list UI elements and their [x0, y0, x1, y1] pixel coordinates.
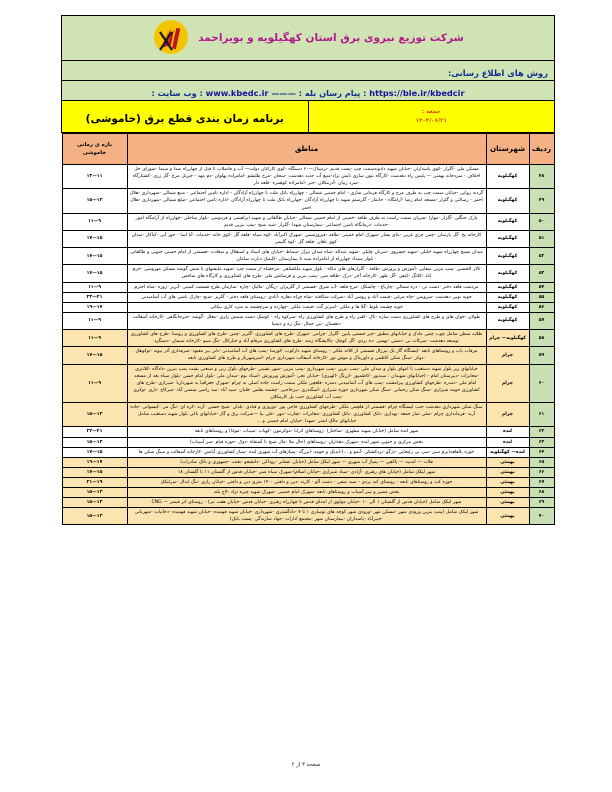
website-label: وب سایت : — [151, 88, 197, 98]
cell-city: کهگیلویه — [486, 248, 529, 265]
cell-time: ۱۵—۱۷ — [62, 230, 127, 247]
table-row — [62, 403, 554, 427]
cell-time: ۲۱—۲۳ — [62, 292, 127, 302]
table-row — [62, 265, 554, 282]
cell-time: ۱۳—۱۵ — [62, 189, 127, 213]
cell-city: کهگیلویه — [486, 230, 529, 247]
cell-areas: طولان -خوان های و طرح های کشاورزی دشت سازه -تاک -کفیر راه و طرح های کشاورزی راه -سرکوه راه - کوشک دشت شمس زلزی -معلل -گوشه -جیرجانگاهی -کارخانه آسفالت -دهستان -بین جمال -تنگ زه و دشتیا — [127, 312, 486, 329]
cell-time: ۱۵—۱۷ — [62, 347, 127, 364]
cell-areas: بخش مصیر و سر آسیاب و روستاهای تابعه -شهرک امام خمینی -شهرک شهید چیره نژاد -لاچ بلند — [127, 488, 486, 498]
cell-city: کهگیلویه — [486, 282, 529, 292]
cell-time: ۹—۱۱ — [62, 213, 127, 230]
cell-areas: مسکن ملی -گلزار -کوی پاسداران -خیابان شهید دادوندسمت چپ -پست قدیم -ترمینال—۶۰ دستگاه -کوی کارکنان دولت— آب و فاضلاب تا قبل از چهارراه صدا و سیما -شورای حل اختلاف - سردخانه بهمنی — پلیس راه دهدشت -کارگاه بتون سازی تابش نژاد-منبع آب جدید دهدشت -سجان -مرخ طلبشو -امامزاده پهلوان -دم مهد - جیرتل مرغ -گل زری -کشتارگاه -سرد ربیان -آدرمکلان -جبر -امامزاده کوهمره -قلعه دار — [127, 165, 486, 189]
cell-city: کهگیلویه — [486, 189, 529, 213]
cell-radif: ۶۹ — [529, 498, 554, 508]
cell-time: ۱۵—۱۷ — [62, 467, 127, 477]
column-header-city: شهرستان — [486, 134, 529, 165]
cell-time: ۲۱—۲۳ — [62, 427, 127, 437]
cell-time: ۱۵—۱۷ — [62, 265, 127, 282]
table-row — [62, 508, 554, 525]
cell-radif: ۵۰ — [529, 213, 554, 230]
cell-areas: شهر لیکک شامل (خیابان قدس از گلستان ۱ الی ۱۰ -خیابان مولوی از ابتدای قدس تا چهارراه رهبری -خیابان قدس -خیابان هفت تیر) - روستای انر قیصر — CNG — [127, 498, 486, 508]
grid-row — [62, 133, 555, 526]
kbedc-lightning-logo — [152, 19, 190, 57]
table-row — [62, 498, 554, 508]
cell-time: ۱۳—۱۵ — [62, 437, 127, 447]
banner-row — [62, 101, 555, 133]
outage-table — [62, 133, 555, 525]
cell-city: چرام — [486, 403, 529, 427]
cell-city: بهمئی — [486, 498, 529, 508]
cell-time: ۱۹—۲۱ — [62, 477, 127, 487]
cell-areas: بخش مرکزی و جنوبی شهر لنده -شهرک دهداران -روستاهای (حال ملا -مال شیخ تا آشتقاه -دوک -حوزه قیام -سر آسیاب) — [127, 437, 486, 447]
page-number: صفحه ۳ از ۴ — [291, 762, 321, 768]
table-row — [62, 427, 554, 437]
cell-time: ۱۳—۱۵ — [62, 498, 127, 508]
cell-city: چرام — [486, 347, 529, 364]
outage-table-body — [62, 165, 554, 525]
cell-radif: ۶۶ — [529, 467, 554, 477]
cell-radif: ۴۸ — [529, 165, 554, 189]
cell-time: ۹—۱۱ — [62, 364, 127, 403]
cell-radif: ۶۴ — [529, 447, 554, 457]
company-header-band — [62, 16, 555, 61]
table-row — [62, 447, 554, 457]
table-header-row — [62, 134, 554, 165]
table-row — [62, 330, 554, 347]
cell-radif: ۵۵ — [529, 292, 554, 302]
column-header-time-line2: خاموشی — [82, 150, 107, 156]
cell-areas: گردنه روانی -خیابان سمت چپ به طرف مرخ و کارگاه فرمانی شاری - امام خمینی شمالی - چهارراه بانک ملت تا چهارراه آزادگان - اداره تامین اجتماعی - منبع شمالی -شهرداری -هلال احمر - رسالتی و گلزار -مسجد امام رضا -آرامگاه - جانماز - گلرستم شهید تا چهارراه آزادگان -جهارراه بانک ملت تا چهارراه آزادگان -اداره تامین اجتماعی -ضلع شمالی -شهرداری -هلال احمر — [127, 189, 486, 213]
cell-city: کهگیلویه — [486, 312, 529, 329]
cell-city: کهگیلویه — [486, 165, 529, 189]
cell-radif: ۶۱ — [529, 403, 554, 427]
cell-areas: خوبه چشمه بلوط -گلا ها و ملکی -امیرتز گت -قیمت ملکی -چهارده و سرچشمه به سرد کاری نیکانی — [127, 302, 486, 312]
table-row — [62, 292, 554, 302]
cell-radif: ۵۲ — [529, 248, 554, 265]
table-row — [62, 282, 554, 292]
banner-title-cell — [62, 101, 309, 133]
cell-radif: ۶۰ — [529, 364, 554, 403]
cell-city: کهگیلویه — [486, 213, 529, 230]
column-header-time — [62, 134, 127, 165]
banner-date-value: ۱۴۰۴/۰۶/۲۱ — [415, 117, 447, 124]
cell-time: ۹—۱۱ — [62, 312, 127, 329]
cell-city: لنده— کهگیلویه — [486, 447, 529, 457]
cell-areas: کارخانه یخ -گل پارسان -چمن چری غربی -بنای بشار -شهرک امام خمینی -طاقه -فیروزشمی -شهرک اکبرآباد -کوه سیاه -قلعه گل -کوی خانه -خدمات -آبا اسا - جور آبی -کیاکار -میدان -کوی بلغان -قلعه گل -کوه گلیمی — [127, 230, 486, 247]
cell-radif: ۵۶ — [529, 302, 554, 312]
cell-time: ۱۵—۱۷ — [62, 248, 127, 265]
cell-radif: ۶۲ — [529, 427, 554, 437]
cell-areas: سنگ شکن شهرداری دهدشت جنب ایستگاه چرام -قسمتی از قلچمی ملکی -طرحهای کشاورزی حاجی پور -نوروزی و قبادی -بلدان -شیخ حسین -آرند -کره ای -تنگ می -کیسوانی -جاده آرند -فرمانداری چرام -صلی نماز جمعه -بهداری -بانک کشاورزی -بانک کشاورزی -مخابرات -تجارت -مهر -علی بیا —شرکت برق و گاز -خیابانهای باکی بلوار شهید دستغیب شامل خیابانهای مالک اشتر -شهدا -خیابان امام خمینی و ... — [127, 403, 486, 427]
cell-time: ۱۱—۱۳ — [62, 165, 127, 189]
cell-city: کهگیلویه— چرام — [486, 330, 529, 347]
cell-radif: ۶۷ — [529, 477, 554, 487]
cell-areas: شهر لیکک شامل (پمپ بنزین ورودی شهر -مسکن مهر -ورودی شهر کوچه های نوسازی ۱ تا ۷ -دادگستری -شهرداری -خیابان شهید فهمیده -خیابان شهید فهمیده -دخانیات -شهربانی -خیبرآباد -پاسداران -بیمارستان شهر -مجتمع ادارات -جهاد سازندگی -پست بانک) — [127, 508, 486, 525]
banner-date-cell — [308, 101, 555, 133]
banner-date-day: جمعه : — [421, 108, 441, 115]
cell-time: ۱۷—۱۹ — [62, 457, 127, 467]
cell-time: ۱۷—۱۹ — [62, 302, 127, 312]
website-url[interactable]: www.kbedc.ir — [205, 88, 269, 98]
grid-cell — [62, 133, 555, 526]
table-row — [62, 312, 554, 329]
document-table — [61, 15, 555, 525]
cell-time: ۹—۱۱ — [62, 330, 127, 347]
cell-radif: ۵۴ — [529, 282, 554, 292]
cell-radif: ۷۰ — [529, 508, 554, 525]
cell-city: بهمئی — [486, 488, 529, 498]
cell-areas: خوبه نوبی دهدشت -سرویس -چاه مرغی -قیمت آباد و روشن آباد -شرکت شکافته -شاه چراه دهاره -آبادی -روستای قلعه دختر - گلریز -شیخ -چارک باشی های آب آشامیدنی — [127, 292, 486, 302]
cell-radif: ۶۳ — [529, 437, 554, 447]
contact-methods-label-cell — [62, 61, 555, 81]
cell-radif: ۵۱ — [529, 230, 554, 247]
cell-time: ۹—۱۱ — [62, 282, 127, 292]
column-header-time-line1: بازه ی زمانی — [77, 141, 112, 148]
column-header-radif: ردیف — [529, 134, 554, 165]
table-row — [62, 213, 554, 230]
header-row — [62, 16, 555, 61]
link-separator: ——— — [271, 88, 296, 98]
cell-areas: تالار الحسین -پمپ بنزین صفایی -آموزش و پرورش -طاقه - گلزارهای های تنکاه - بلوار شهید ملکشاهی -مرخشاه از سمت چپ -شهید ملیشهای تا شش گوشه مسکن مهروسی -خرم اباد -کلانگ -کیفی -گل طهر -کارخانه آجر -درک -طاقه شی -پمپ بنزین و فرسانش ملی -طرح های کشاورزی و کارگاه های شاخص — [127, 265, 486, 282]
cell-city: لنده — [486, 427, 529, 437]
table-row — [62, 488, 554, 498]
cell-radif: ۵۷ — [529, 312, 554, 329]
table-row — [62, 189, 554, 213]
table-row — [62, 165, 554, 189]
table-row — [62, 347, 554, 364]
cell-radif: ۴۹ — [529, 189, 554, 213]
cell-areas: مرقاب یاب و روستاهای تابعه -ایستگاه گاز تک نیرژال قسمتی از کلاته ملکی - روستای شهید دارکوب -کورسا -پمپ های آب آشامیدنی -دلی بیر معبود -سرفداری آذر پیوند -توکوهک -دوکر -سنگ شکن کاظمی و داوریناک و موش نور -کارخانه آسفالت شهرداری چرام -امیرشهرباز و طرح های کشاورزی تابعه — [127, 347, 486, 364]
cell-city: بهمئی — [486, 457, 529, 467]
cell-time: ۱۳—۱۵ — [62, 403, 127, 427]
column-header-areas: مناطق — [127, 134, 486, 165]
info-links-row — [62, 81, 555, 101]
cell-radif: ۵۹ — [529, 347, 554, 364]
table-row — [62, 467, 554, 477]
cell-areas: خیابانهای زیر بلوار شهید دستغیب تا انتهای بلوار و میدان ملی -پمپ بنزین -پمپ شهرداری -پمپ بنزین -شهر نشینی -طرحهای بلوک زنی و صنعتی پشت پمپ بنزین -دادگاه -کلانتری -مخابرات -دبیرستان امام - (خیابانهای شهیدان : سیدپور -کاظمپور -ازرنگ -الهیری) -خیابان نخی -آموزش وپرورش -استاد بوم -میدان ملی -بلوار امام حسن -بلوار سیاه بعد از مسجد امام ملی -دمدره -طرحهای کشاورزی پیرامشت -پمپ های آب آشامیدنی دمدره -قلعچی ملکی سمت راست جاده اصلی به چرام -شهرک جغرافیا به شهرداریا -شیرازی -طرح های کشاورزی حومه شیرازی -سنگ شکن رحمانی -سنگ شکن شهرداری حوزه شیرازی -اسگندری -بیرحاجبی -چشمه بقلس -قلیان -سید آباد -سد راضی شمس آباد -سرکاج -تاری -توکری -پمپ آب کشاورزی جنب پل کارمکلان — [127, 364, 486, 403]
cell-areas: قلات — لندیید — پاکچی — پمپاژ آب شهری — شهر لیکک شامل (خیابان عشایر -روداکی -دانشجو -بعثت -جمهوری و بانک صادرات) — [127, 457, 486, 467]
table-row — [62, 477, 554, 487]
messenger-url[interactable]: https://ble.ir/kbedcir — [369, 88, 465, 98]
table-row — [62, 248, 554, 265]
info-label-row — [62, 61, 555, 81]
banner-title: برنامه زمان بندی قطع برق (خاموشی) — [85, 113, 284, 125]
cell-time: ۱۳—۱۵ — [62, 508, 127, 525]
contact-links-cell: https://ble.ir/kbedcir : پیام رسان بله : ——— www.kbedc.ir : وب سایت : — [62, 81, 555, 101]
table-row — [62, 230, 554, 247]
table-row — [62, 302, 554, 312]
cell-areas: شهر لیکک شامل (خیابان های رهبری -آزادی -صیاد شیرازی -خیابان اسلام)-شهرک سیاه شیر -خیابان قدس از گلستان ۱۱ تا گلستان ۱۸ — [127, 467, 486, 477]
contact-methods-label: روش های اطلاع رسانی: — [447, 68, 548, 78]
cell-city: کهگیلویه — [486, 302, 529, 312]
cell-city: لنده — [486, 437, 529, 447]
table-row — [62, 364, 554, 403]
table-row — [62, 457, 554, 467]
cell-areas: پارک جنگلی -گلزار -مهارا -شریان سمت راست به طرف طاقه -خمینی از امام خمینی شمالی -خیابان طالقانی و شهید ابراهیمی و فردوسی -بلوار ساحلی -چهارراه از آرامگاه امور -خدمات -درمانگاه تامین اجتماعی -بیمارستان شهدا -گلزار -سید شیخ -پمپ بنزین قدیم — [127, 213, 486, 230]
table-row — [62, 437, 554, 447]
cell-radif: ۶۸ — [529, 488, 554, 498]
cell-radif: ۶۵ — [529, 457, 554, 467]
cell-city: چرام — [486, 364, 529, 403]
cell-city: بهمئی — [486, 477, 529, 487]
cell-areas: حوزه بالقلعه(برم سبز -سی بی زلیخایی -دژگو -بردکشکی -آبمو و ...)-ایدنک و حومه -ابرزگه -پمپاژهای آب شهری لنده -پمپاژ کشاورزی آبانش -کارخانه آسفالت و سنگ شکن ها — [127, 447, 486, 457]
cell-city: بهمئی — [486, 467, 529, 477]
cell-time: ۱۵—۱۷ — [62, 447, 127, 457]
messenger-label: پیام رسان بله : — [298, 88, 361, 98]
cell-city: کهگیلویه — [486, 265, 529, 282]
cell-areas: میدان بسیج چهارراه شهید خلیلی -شهید خسروی -شریان چلیلی -شهید عبداله -شاه میدان تیراژ -سماط -خیابان های استاد و استقلال و سعادت -قسمتی از امام خمینی جنوبی و طالقانی - بلوار سیداد چهارراه از امامزاده سید تا بیمارستان -کلینیک ذبارت سامان — [127, 248, 486, 265]
cell-radif: ۵۳ — [529, 265, 554, 282]
outage-schedule-document — [61, 15, 555, 525]
cell-city: کهگیلویه — [486, 292, 529, 302]
cell-city: بهمئی — [486, 508, 529, 525]
cell-areas: حوزه کت و روستاهای تابعه - روستای کبد بردی - سید صفی - دشت آلو - کارند -دین و دافنی -۱۴۰ متری دین و دافنی -خیابان رازی -تنگ ابدال -سرلیکک — [127, 477, 486, 487]
page-footer — [0, 762, 612, 768]
cell-areas: مردشت قلعه دختر -دشت نی - دره شمالی -چارباغ - چاشکک -مرخ قلعه -آب شرق -قسمتی از گلریزان -ریگان -مالیک -چاره -سازمان طرح قسمت کمیتی -آبریز -روزه -شاه اخترم — [127, 282, 486, 292]
cell-time: ۱۳—۱۵ — [62, 488, 127, 498]
cell-areas: شهر لنده شامل (خیابان شهید مطهری -ساختار) -روستاهای اترابا -موکرمون -کهپاب -شیباب -موغا) و روستاهای تابعه — [127, 427, 486, 437]
company-title: شرکت توزیع نیروی برق استان کهگیلویه و بویراحمد — [198, 32, 464, 44]
cell-radif: ۵۸ — [529, 330, 554, 347]
cell-areas: طلایه سطن شامل چوب چمی مادک و خیابانهای مطبق -جبر جسمی پایین -گلزار -چرامی -شهرک -طرح های کشاورزی -گلریز -چمن -طرح های کشاورزی و روستا -طرح های کشاورزی توسعه دهدشت -سرکات بی -دشتی -بهمنی -ده بردی -گل کوچک -پالایشگاه زمند -طرح های کشاورزی مرقام آباد و خیارکال -تنگ سیو -کارخانه سیمان -دستگرد — [127, 330, 486, 347]
